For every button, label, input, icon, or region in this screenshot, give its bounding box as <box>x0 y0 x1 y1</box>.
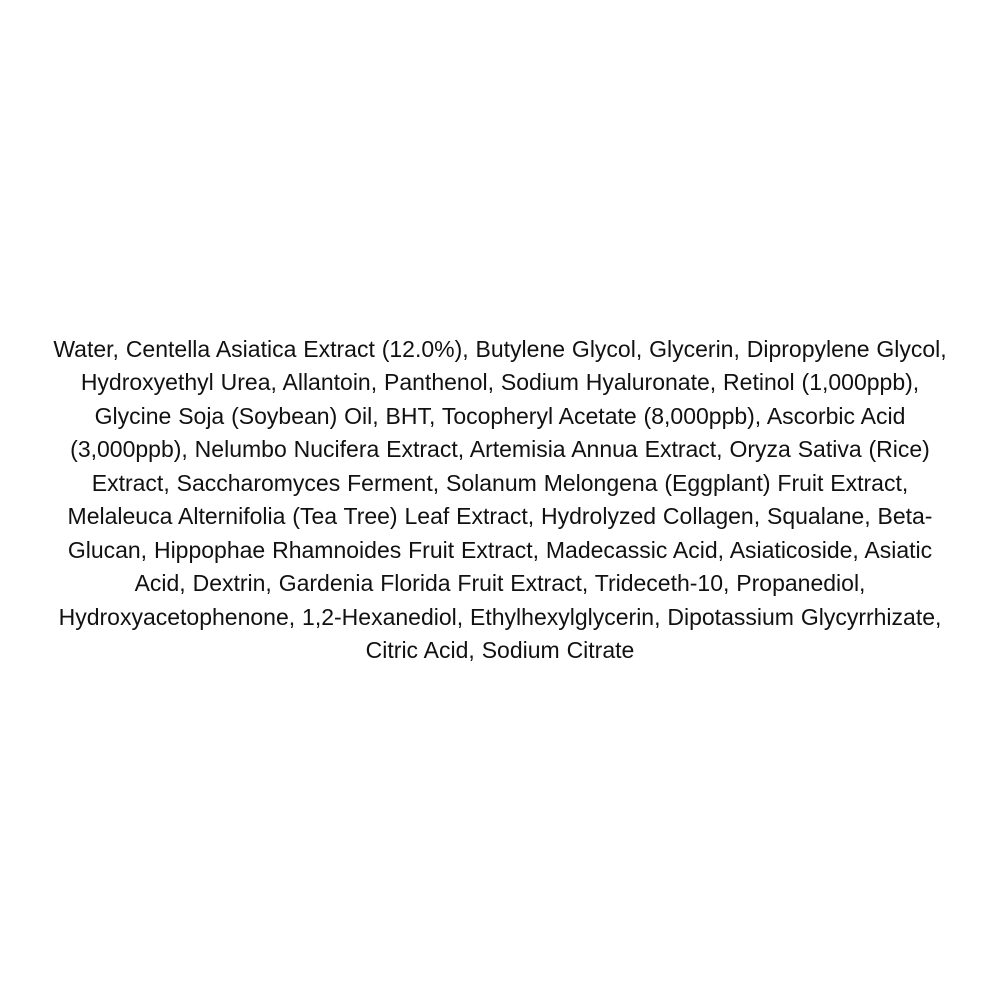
ingredients-list-text: Water, Centella Asiatica Extract (12.0%), Butylene Glycol, Glycerin, Dipropylene Glycol, Hydroxyethyl Urea, Allantoin, Panthenol, Sodium Hyaluronate, Retinol (1,000ppb), Glycine Soja (Soybean) Oil, BHT, Tocopheryl Acetate (8,000ppb), Ascorbic Acid (3,000ppb), Nelumbo Nucifera Extract, Artemisia Annua Extract, Oryza Sativa (Rice) Extract, Saccharomyces Ferment, Solanum Melongena (Eggplant) Fruit Extract, Melaleuca Alternifolia (Tea Tree) Leaf Extract, Hydrolyzed Collagen, Squalane, Beta-Glucan, Hippophae Rhamnoides Fruit Extract, Madecassic Acid, Asiaticoside, Asiatic Acid, Dextrin, Gardenia Florida Fruit Extract, Trideceth-10, Propanediol, Hydroxyacetophenone, 1,2-Hexanediol, Ethylhexylglycerin, Dipotassium Glycyrrhizate, Citric Acid, Sodium Citrate <box>53 335 947 663</box>
